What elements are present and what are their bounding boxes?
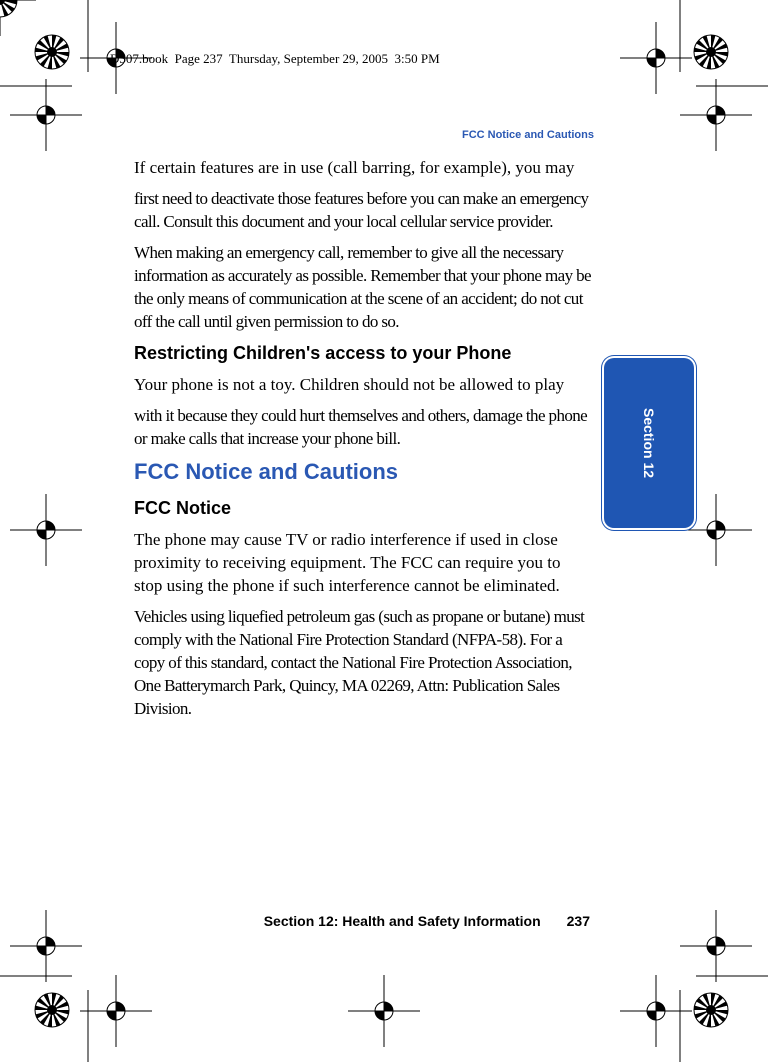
paragraph: with it because they could hurt themselves and others, damage the phone or make calls that increase your phone bill. [134, 406, 588, 448]
paragraph: Your phone is not a toy. Children should not be allowed to play [134, 375, 565, 394]
paragraph: first need to deactivate those features before you can make an emergency call. Consult this document and your local cellular service provider. [134, 189, 589, 231]
paragraph: When making an emergency call, remember to give all the necessary information as accurately as possible. Remember that your phone may be the only means of communication at the scene of an accident; do not cut off the call until given permission to do so. [134, 243, 591, 331]
subheading: Restricting Children's access to your Phone [134, 343, 512, 363]
print-stamp: D307.book Page 237 Thursday, September 29, 2005 3:50 PM [110, 51, 440, 66]
paragraph: Vehicles using liquefied petroleum gas (such as propane or butane) must comply with the National Fire Protection Standard (NFPA-58). For a copy of this standard, contact the National Fire Protection Association, One Batterymarch Park, Quincy, MA 02269, Attn: Publication Sales Division. [134, 607, 585, 718]
running-head: FCC Notice and Cautions [461, 129, 594, 141]
section-tab-label: Section 12 [641, 407, 657, 479]
section-heading: FCC Notice and Cautions [134, 459, 399, 484]
page-footer [264, 913, 590, 929]
page-number: 237 [566, 913, 590, 929]
starburst-target-icon [0, 0, 17, 17]
paragraph: The phone may cause TV or radio interference if used in close proximity to receiving equipment. The FCC can require you to stop using the phone if such interference cannot be eliminated. [134, 530, 561, 595]
paragraph: If certain features are in use (call barring, for example), you may [134, 158, 575, 177]
footer-section-title: Section 12: Health and Safety Information [263, 913, 541, 929]
page-body [134, 156, 592, 728]
section-tab [604, 358, 694, 528]
subheading: FCC Notice [134, 498, 232, 518]
